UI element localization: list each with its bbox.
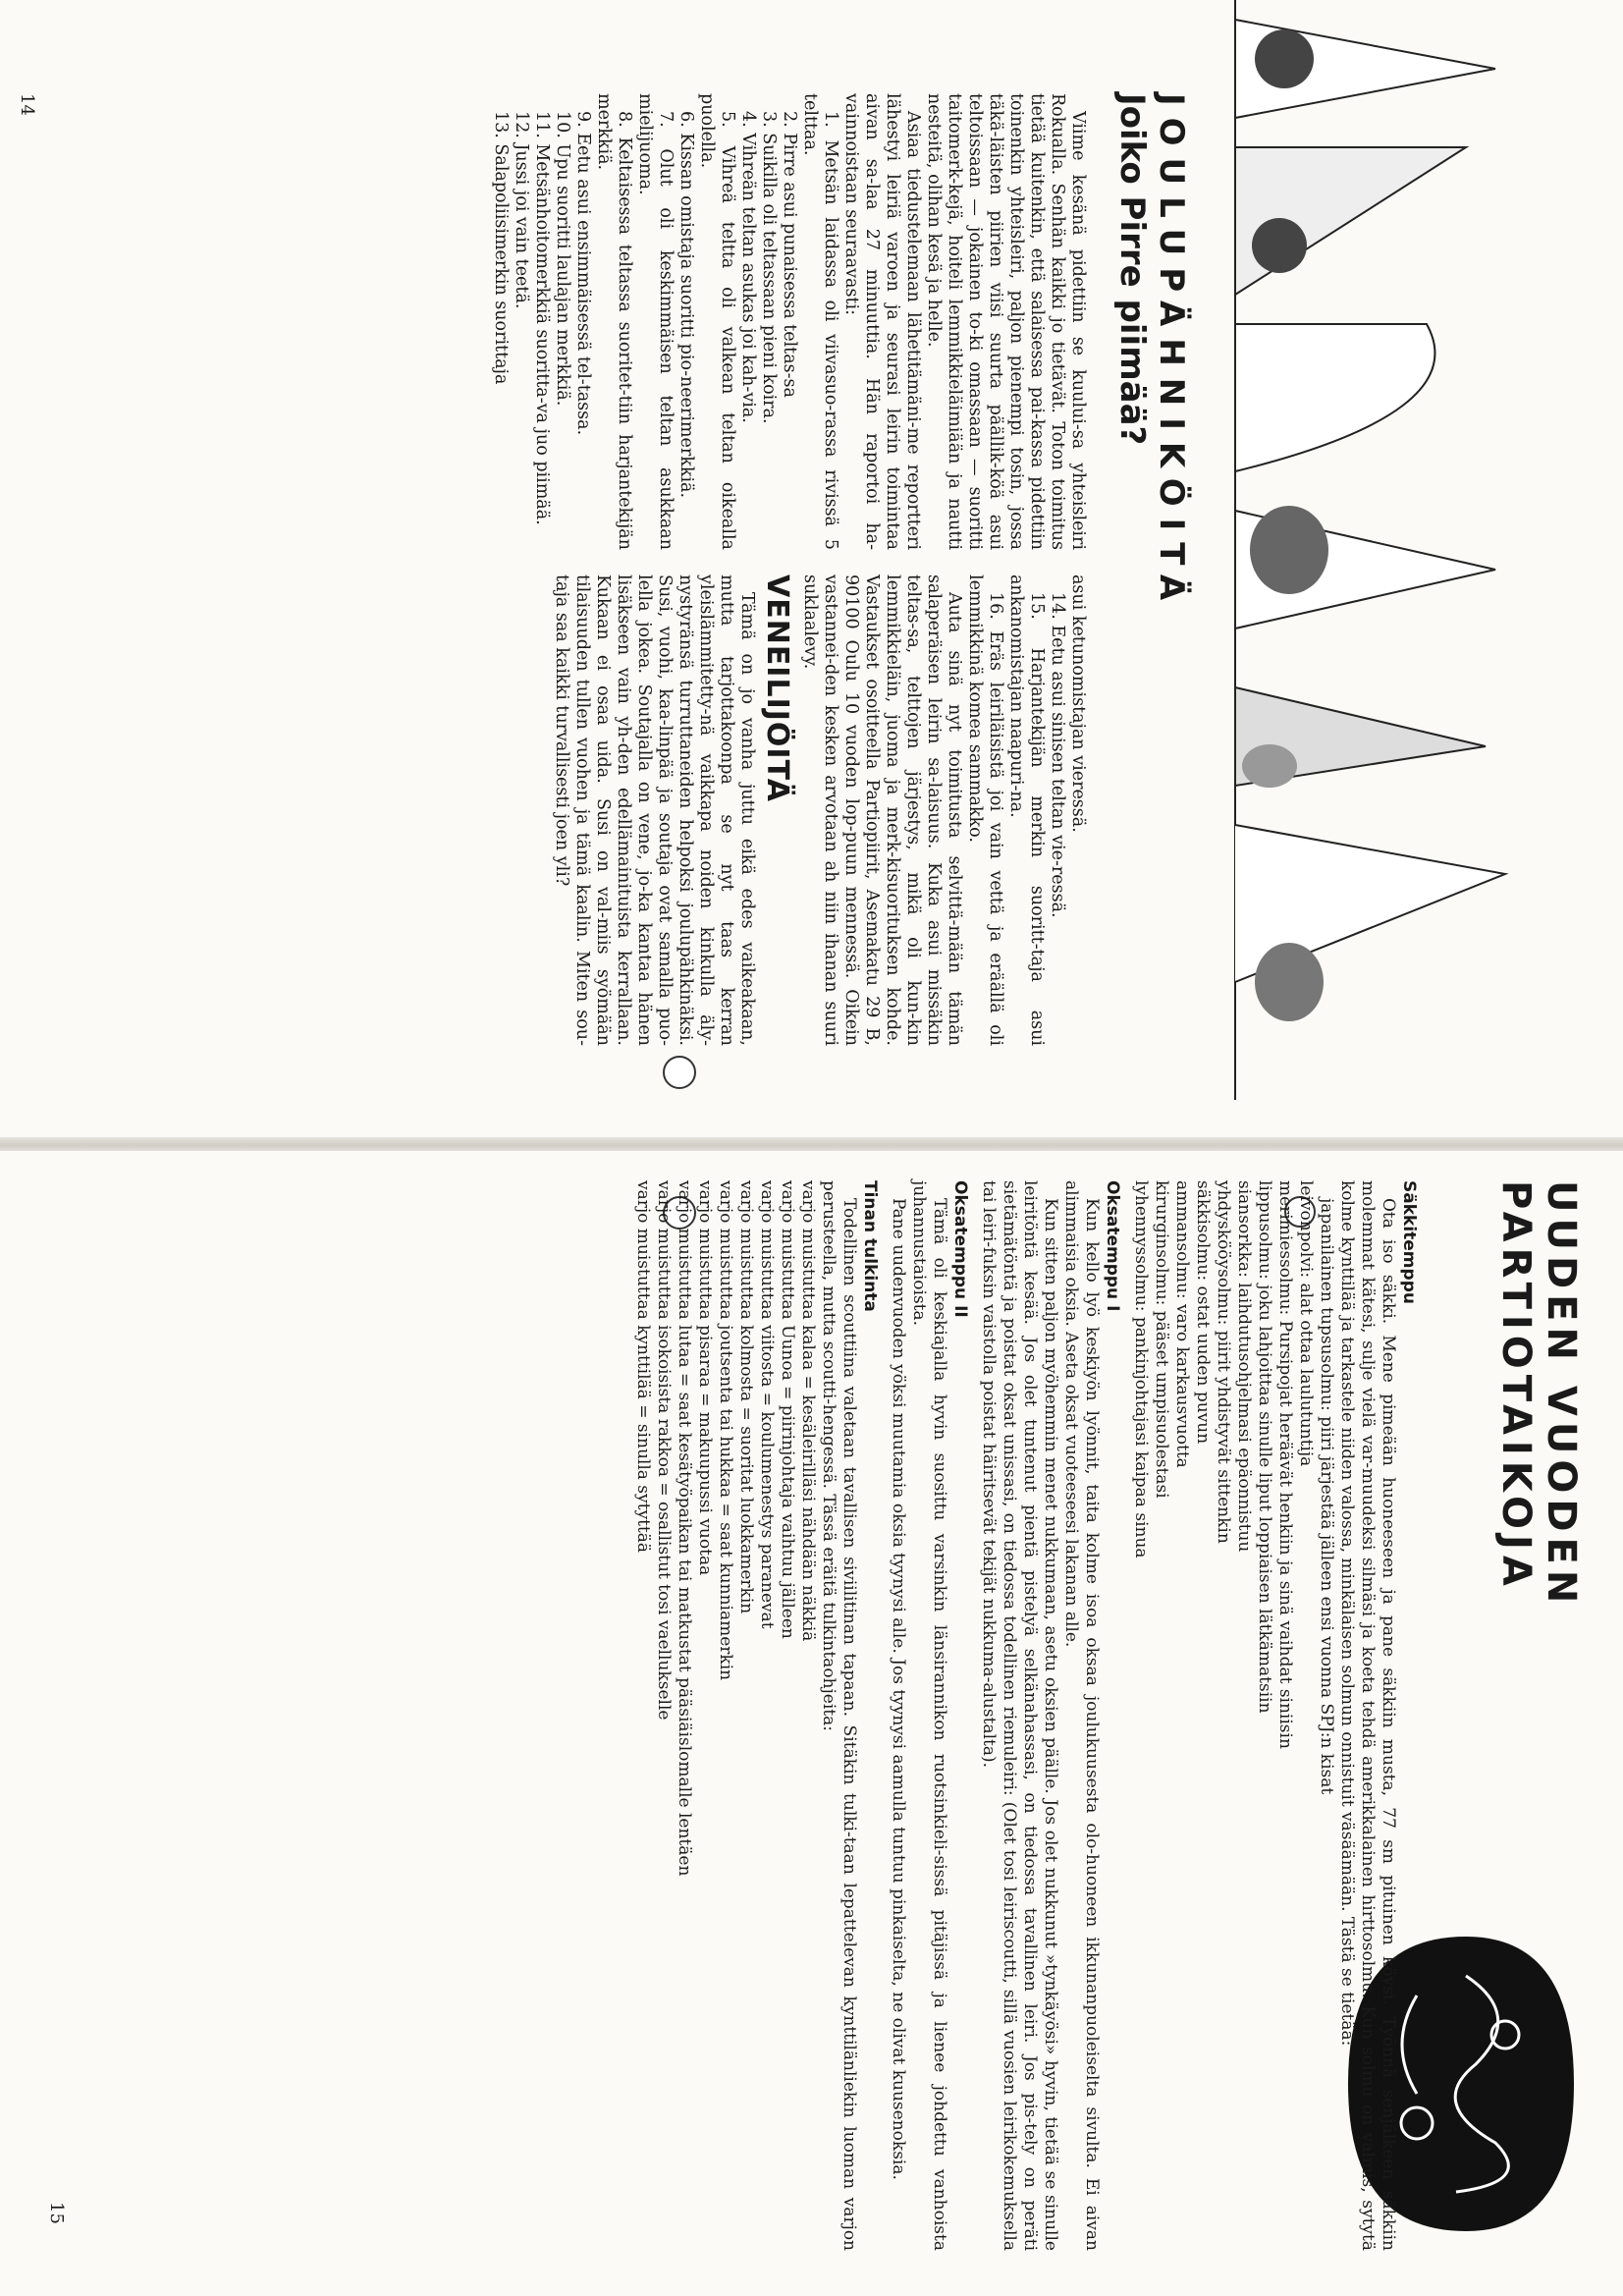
paragraph: Ota iso säkki. Mene pimeään huoneeseen ja pane säkkiin musta, 77 sm pituinen köysi. Työnnä senjälkeen säkkiin molemmat kätesi, sulje vielä var-muudeksi silmäsi ja koeta tehdä amerikkalainen hirttosolmu. Kun solmu on valmis, sytytä kolme kynttilää ja tarkastele niiden valossa, minkälaisen solmun onnistuit väsäämään. Tästä se tietää: [1337,1180,1398,2251]
paragraph: 11. Metsänhoitomerkkiä suoritta-va juo piimää. [532,111,552,525]
list-item: merimiessolmu: Pursipojat heräävät henkiin ja sinä vaihdat siniisin [1275,1180,1295,1749]
paragraph: Tämä on jo vanha juttu eikä edes vaikeakaan, mutta tarjottakoonpa se nyt taas kerran yleislämmitetty-nä vaikkapa noiden kinkulla äly-nystyränsä turruttaneiden helpoksi joulupähkinäksi. Susi, vuohi, kaa-linpää ja soutaja ovat samalla puo-lella jokea. Soutajalla on vene, jo-ka kantaa hänen lisäkseen vain yh-den edellämainituista kerrallaan. Kukaan ei osaa uida. Susi on val-miis syömään tilaisuuden tullen vuohen ja tämä kaalin. Miten sou-taja saa kaikki turvallisesti joen yli? [552,574,757,1046]
fox-drawing [1252,218,1307,273]
list-item: yhdyskööysolmu: piirit yhdistyvät sittenkin [1214,1180,1233,1544]
left-article-column-2 [551,574,1088,1046]
page-number: 14 [17,93,37,116]
paragraph: asui ketunomistajan vieressä. [1068,574,1088,833]
paragraph: 6. Kissan omistaja suoritti pio-neerimerkkiä. [676,111,696,499]
paragraph: Kun kello lyö keskiyön lyönnit, taita kolme isoa oksaa joulukuusesta olo-huoneen ikkunanpuoleiselta sivulta. Ei aivan alimmaisia oksia. Aseta oksat vuoteeseesi lakanan alle. [1061,1180,1102,2251]
veneilijoita-heading: VENEILIJÖITÄ [760,574,794,802]
list-item: varjo muistuttaa Uunoa = piirinjohtaja vaihtuu jälleen [778,1180,797,1639]
paragraph: 9. Eetu asui ensimmäisessä tel-tassa. [573,111,593,436]
paragraph: Kun sitten paljon myöhemmin menet nukkumaan, asetu oksien päälle. Jos olet nukkunut »tynkäyösi» hyvin, tietää se sinulle leiritöntä kesää. Jos olet tuntenut pientä pistelyä selkänahassasi, on tiedossa tavallinen leiri. Jos pis-tely on peräti sietämätöntä ja poistat oksat unissasi, on tiedossa todellinen riemuleiri: (Olet tosi leiriscoutti, sillä vuosien leirikokemuksella tai leiri-fuksin vaistolla poistat häiritsevät tekijät nukkuma-alustalta). [979,1180,1060,2251]
page-title: JOULUPÄHNIKÖITÄ [1152,93,1191,613]
left-page-content [0,0,1623,1139]
duck-drawing [1242,744,1297,788]
right-title-block [1493,1180,1584,1868]
list-item: varjo muistuttaa isokoisista rakkoa = osallistut tosi vaellukselle [654,1180,674,1721]
paragraph: 4. Vihreän teltan asukas joi kah-via. [738,111,758,423]
page-title-line-2: PARTIOTAIKOJA [1493,1180,1539,1592]
list-item: varjo muistuttaa viitosta = koulumenestys paranevat [757,1180,777,1629]
list-item: varjo muistuttaa joutsenta tai hukkaa = saat kunniamerkin [716,1180,735,1681]
paragraph: 1. Metsän laidassa oli viivasuo-rassa rivissä 5 telttaa. [800,93,840,550]
raccoon-drawing [1250,506,1328,594]
paragraph: 5. Vihreä teltta oli valkean teltan oikealla puolella. [697,93,737,550]
paragraph: Viime kesänä pidettiin se kuului-sa yhteisleiri Rokualla. Senhän kaikki jo tietävät. Toton toimitus tietää kuitenkin, että salaisessa pai-kassa pidettiin toinenkin yhteisleiri, paljon pienempi tosin, jossa täkä-läisten piirien viisi suurta päällik-köä asui teltoissaan — jokainen to-ki omassaan — suoritti taitomerk-kejä, hoiteli lemmikkieläimiään ja nautti nesteitä, olihan kesä ja helle. [924,93,1088,550]
list-item: säkkisolmu: ostat uuden puvun [1193,1180,1213,1445]
paragraph: Asiaa tiedustelemaan lähetitämäni-me reportteri lähestyi leiriä varoen ja seurasi leirin toimintaa aivan sa-laa 27 minuuttia. Hän raportoi ha-vainnoistaan seuraavasti: [841,93,923,550]
list-item: ammansolmu: varo karkausvuotta [1172,1180,1192,1468]
left-article-column-1 [490,93,1088,550]
list-item: siansorkka: laihdutusohjelmasi epäonnistuu [1234,1180,1254,1553]
list-item: leivonpolvi: alat ottaa laulutuntija [1296,1180,1316,1467]
list-item: lippusolmu: joku lahjoittaa sinulle liput loppiaisen lätkämatsiin [1255,1180,1274,1714]
page-title-line-1: UUDEN VUODEN [1539,1180,1584,1610]
section-heading: Oksatemppu II [950,1180,970,1318]
section-heading: Tinan tulkinta [860,1180,880,1312]
left-title-block [1112,93,1191,1075]
paragraph: 2. Pirre asui punaisessa teltas-sa [780,111,799,398]
paragraph: Tämä oli keskiajalla hyvin suosittu varsinkin länsirannikon ruotsinkieli-sissä pitäjissä ja lienee johdettu vanhoista juhannustaioista. [909,1180,949,2251]
paragraph: 12. Jussi joi vain teetä. [512,111,531,309]
list-item: varjo muistuttaa lutaa = saat kesätyöpaikan tai matkustat pääsiäislomalle lentäen [675,1180,694,1877]
paragraph: Pane uudenvuoden yöksi muutamia oksia tyynysi alle. Jos tyynysi aamulla tuntuu pinkaiselta, ne olivat kuusenoksia. [889,1198,908,2180]
list-item: varjo muistuttaa kynttilää = sinulla sytyttää [633,1180,653,1554]
paragraph: 16. Eräs leiriläisistä joi vain vettä ja eräällä oli lemmikkinä komea sammakko. [965,574,1005,1046]
paragraph: 14. Eetu asui sinisen teltan vie-ressä. [1048,592,1067,918]
right-page-content [0,1151,1623,2296]
paragraph: 3. Suikilla oli teltassaan pieni koira. [759,111,779,424]
paragraph: 15. Harjantekijän merkin suoritt-taja asui ankanomistajan naapuri-na. [1006,574,1047,1046]
section-heading: Oksatemppu I [1103,1180,1122,1312]
paragraph: Todellinen scouttiina valetaan tavallisen siviilitinan tapaan. Sitäkin tulki-taan lepattelevan kynttilänliekin luoman varjon perusteella, mutta scoutti-hengessä. Tässä eräitä tulkintaohjeita: [819,1180,859,2251]
list-item: varjo muistuttaa kalaa = kesäleirilläsi nähdään näkkiä [798,1180,818,1642]
paragraph: 10. Upu suoritti laulajan merkkiä. [553,111,572,407]
section-heading: Säkkitemppu [1399,1180,1419,1304]
paragraph: 8. Keltaisessa teltassa suoritet-tiin harjantekijän merkkiä. [594,93,634,550]
paragraph: 7. Olut oli keskimmäisen teltan asukkaan mielijuoma. [635,93,676,550]
list-item: varjo muistuttaa pisaraa = makuupussi vuotaa [695,1180,715,1576]
list-item: japanilainen tupsusolmu: piiri järjestää jälleen ensi vuonna SPJ:n kisat [1317,1198,1336,1795]
sakkitemppu-section [632,1180,1427,2251]
list-item: kirurginsolmu: pääset umpisuolestasi [1152,1180,1171,1499]
page-number: 15 [46,2202,67,2224]
paragraph: 13. Salapoliisimerkin suorittaja [491,111,511,385]
dog-drawing [1255,29,1314,88]
tents-illustration [1201,0,1623,1139]
list-item: varjo muistuttaa kolmosta = suoritat luokkamerkin [736,1180,756,1614]
page-subtitle: Joiko Pirre piimää? [1112,93,1152,446]
frog-drawing [1255,943,1324,1021]
list-item: lyhennyssolmu: pankinjohtajasi kaipaa sinua [1131,1180,1151,1558]
paragraph: Auta sinä nyt toimitusta selvittä-mään tämän salaperäisen leirin sa-laisuus. Kuka asui missäkin teltas-sa, telttojen järjestys, mikä oli kun-kin lemmikkieläin, juoma ja merk-kisuorituksen kohde. Vastaukset osoitteella Partiopiirit, Asemakatu 29 B, 90100 Oulu 10 vuoden lop-puun mennessä. Oikein vastannei-den kesken arvotaan ah niin ihanan suuri suklaalevy. [800,574,964,1046]
